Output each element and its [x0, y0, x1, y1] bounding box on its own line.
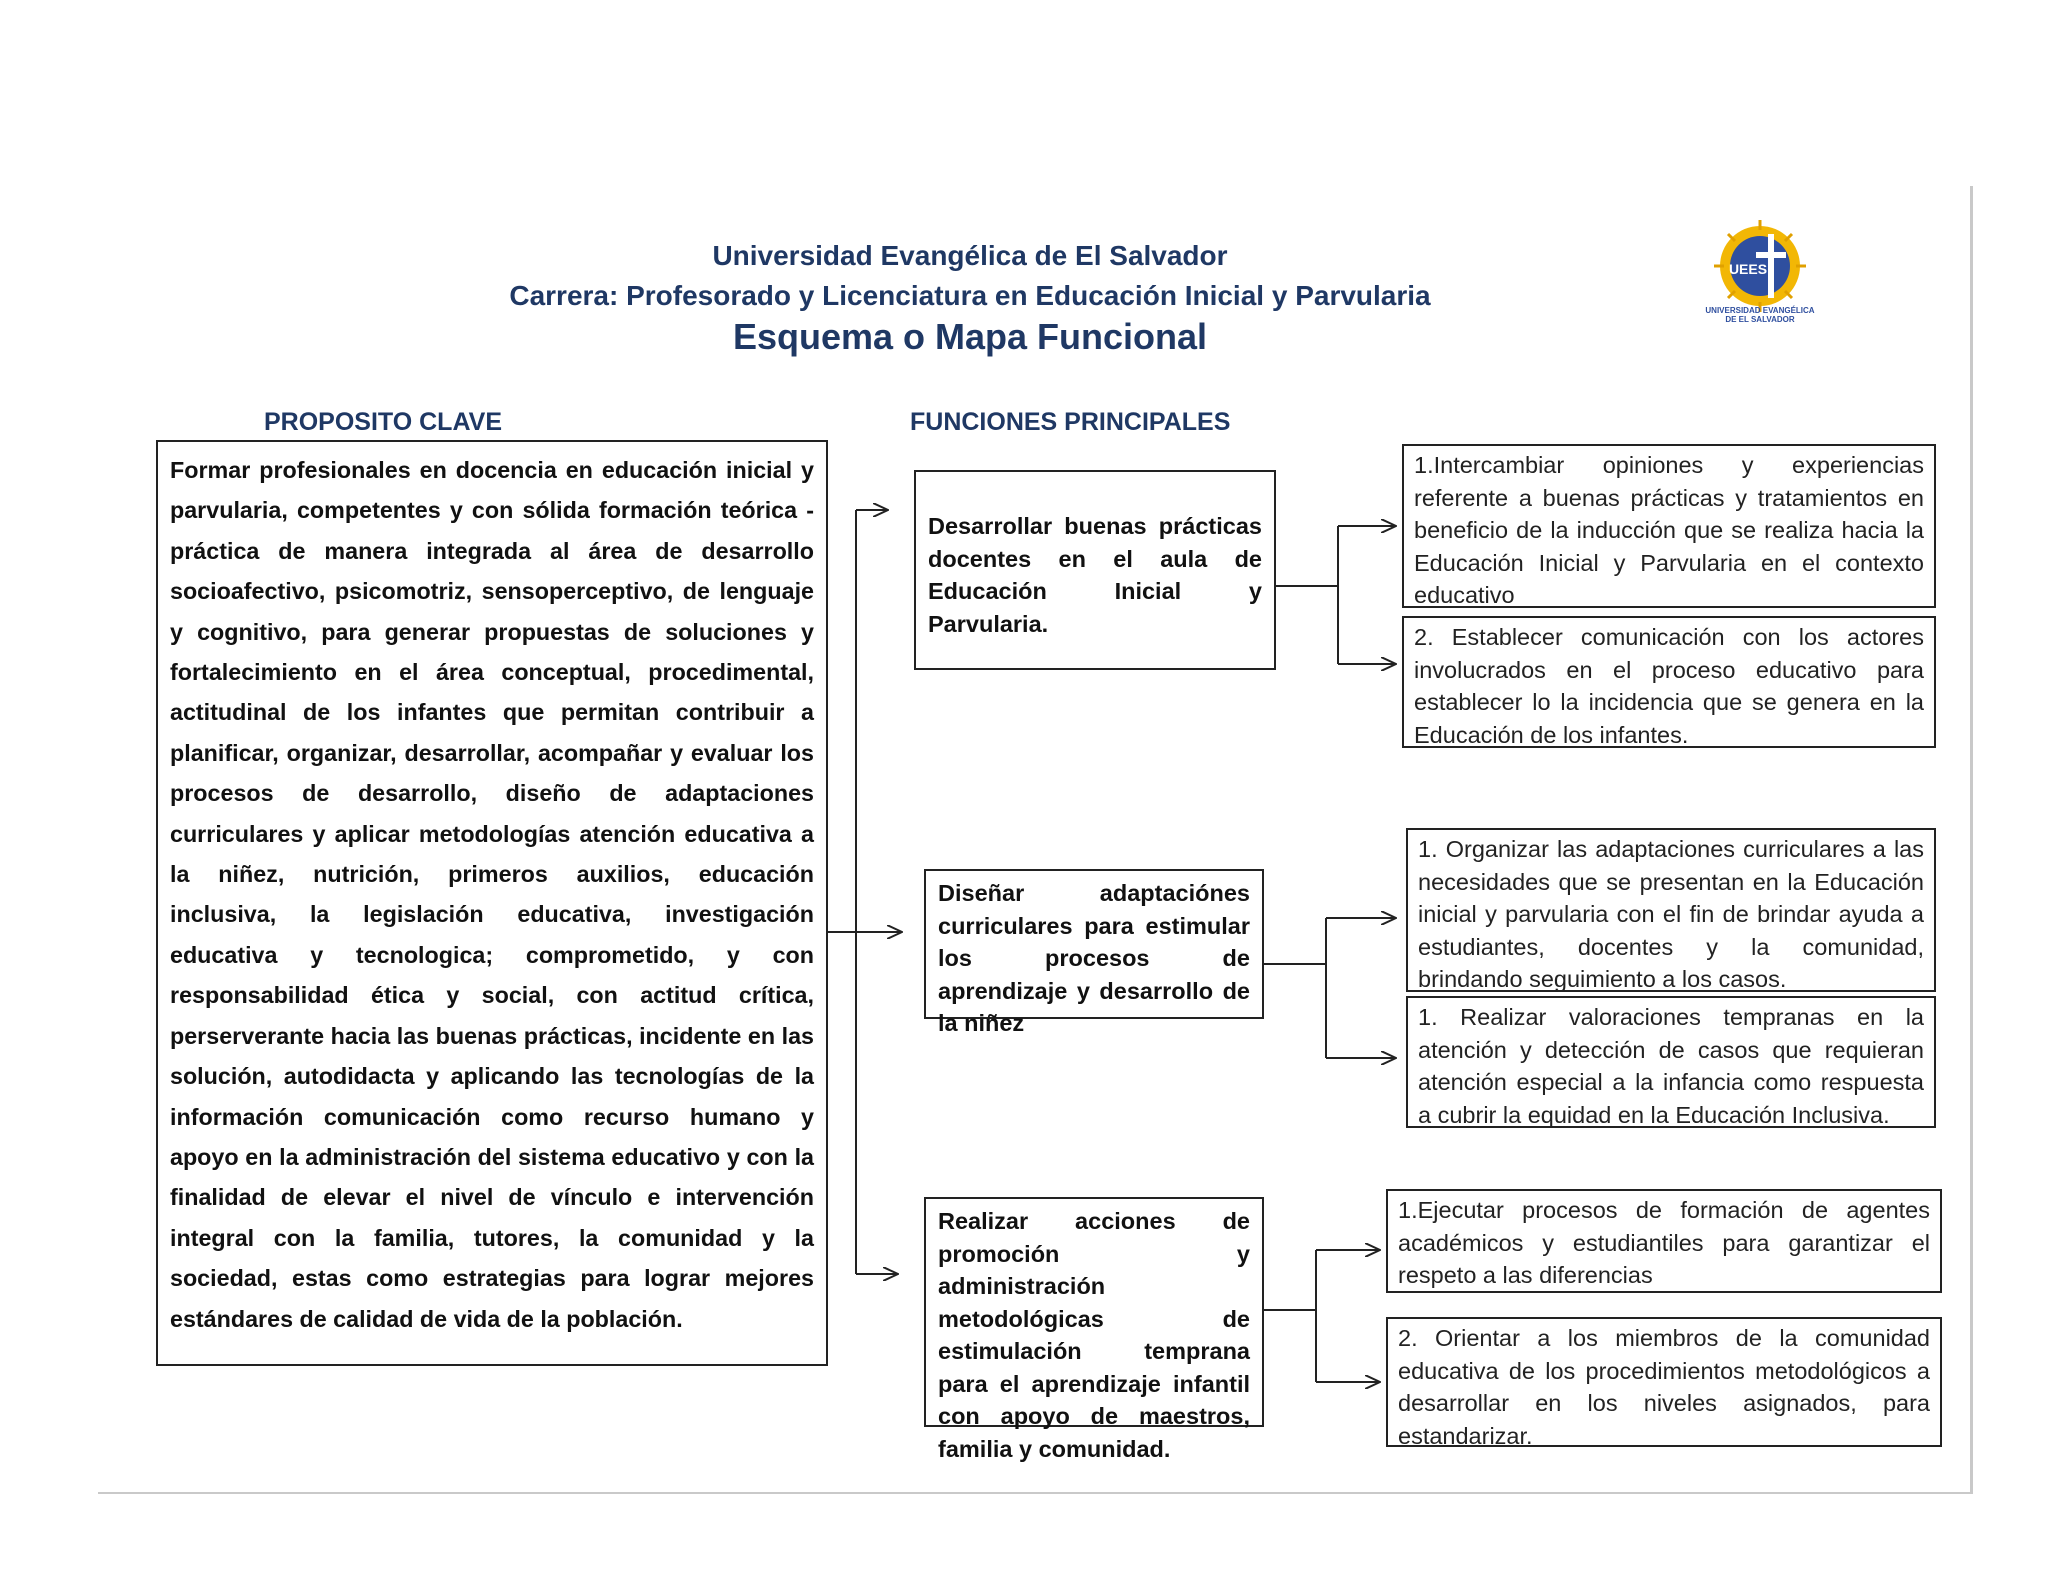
proposito-clave-box: Formar profesionales en docencia en educación inicial y parvularia, competentes y con sólida formación teórica -práctica de manera integrada al área de desarrollo socioafectivo, psicomotriz, sensoperceptivo, de lenguaje y cognitivo, para generar propuestas de soluciones y fortalecimiento en el área conceptual, procedimental, actitudinal de los infantes que permitan contribuir a planificar, organizar, desarrollar, acompañar y evaluar los procesos de desarrollo, diseño de adaptaciones curriculares y aplicar metodologías atención educativa a la niñez, nutrición, primeros auxilios, educación inclusiva, la legislación educativa, investigación educativa y tecnologica; comprometido, y con responsabilidad ética y social, con actitud crítica, perserverante hacia las buenas prácticas, incidente en las solución, autodidacta y aplicando las tecnologías de la información comunicación como recurso humano y apoyo en la administración del sistema educativo y con la finalidad de elevar el nivel de vínculo e intervención integral con la familia, tutores, la comunidad y la sociedad, estas como estrategias para lograr mejores estándares de calidad de vida de la población.: [156, 440, 828, 1366]
funciones-principales-label: FUNCIONES PRINCIPALES: [910, 408, 1231, 436]
funcion-1-subfuncion-1-box: 1.Intercambiar opiniones y experiencias referente a buenas prácticas y tratamientos en beneficio de la inducción que se realiza hacia la Educación Inicial y Parvularia en el contexto educativo: [1402, 444, 1936, 608]
proposito-clave-label: PROPOSITO CLAVE: [264, 408, 503, 436]
career-name: Carrera: Profesorado y Licenciatura en Educación Inicial y Parvularia: [509, 280, 1431, 311]
funcion-3-subfuncion-2-box: 2. Orientar a los miembros de la comunidad educativa de los procedimientos metodológicos a desarrollar en los niveles asignados, para estandarizar.: [1386, 1317, 1942, 1447]
university-name: Universidad Evangélica de El Salvador: [712, 240, 1228, 271]
funcion-2-subfuncion-1-box: 1. Organizar las adaptaciones curriculares a las necesidades que se presentan en la Educación inicial y parvularia con el fin de brindar ayuda a estudiantes, docentes y la comunidad, brindando seguimiento a los casos.: [1406, 828, 1936, 992]
funcion-2-box: Diseñar adaptaciónes curriculares para estimular los procesos de aprendizaje y desarrollo de la niñez: [924, 869, 1264, 1019]
funcion-1-box: Desarrollar buenas prácticas docentes en el aula de Educación Inicial y Parvularia.: [914, 470, 1276, 670]
page-frame-right-edge: [1970, 186, 1973, 1494]
funcion-3-subfuncion-1-box: 1.Ejecutar procesos de formación de agentes académicos y estudiantiles para garantizar el respeto a las diferencias: [1386, 1189, 1942, 1293]
funcion-3-box: Realizar acciones de promoción y administración metodológicas de estimulación temprana para el aprendizaje infantil con apoyo de maestros, familia y comunidad.: [924, 1197, 1264, 1427]
logo-monogram: UEES: [1728, 261, 1768, 277]
funcion-1-subfuncion-2-box: 2. Establecer comunicación con los actores involucrados en el proceso educativo para establecer lo la incidencia que se genera en la Educación de los infantes.: [1402, 616, 1936, 748]
logo-caption: UNIVERSIDAD EVANGÉLICA DE EL SALVADOR: [1705, 306, 1815, 324]
funcion-2-subfuncion-2-box: 1. Realizar valoraciones tempranas en la atención y detección de casos que requieran atención especial a la infancia como respuesta a cubrir la equidad en la Educación Inclusiva.: [1406, 996, 1936, 1128]
page-title: Esquema o Mapa Funcional: [732, 316, 1208, 357]
page-frame-bottom-edge: [98, 1492, 1973, 1494]
